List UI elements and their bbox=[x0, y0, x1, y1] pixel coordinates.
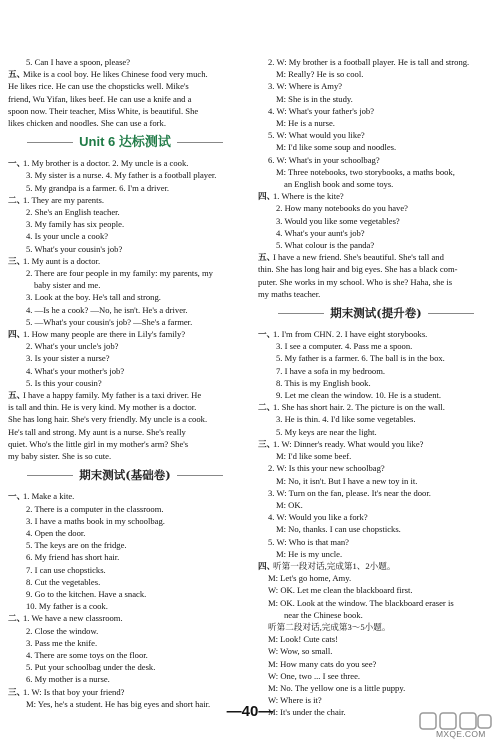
answer-text: I have a happy family. My father is a taxi driver. He bbox=[23, 390, 202, 401]
section-number: 一、 bbox=[258, 329, 276, 340]
answer-line bbox=[8, 304, 242, 316]
answer-line bbox=[8, 117, 242, 129]
answer-text: He's tall and strong. My aunt is a nurse. She's really bbox=[8, 426, 186, 437]
answer-line bbox=[258, 202, 494, 214]
answer-line bbox=[8, 328, 242, 340]
answer-line bbox=[8, 169, 242, 181]
section-number: 二、 bbox=[8, 194, 26, 205]
answer-text: 5. Can I have a spoon, please? bbox=[26, 57, 131, 67]
answer-text: M: I'd like some beef. bbox=[276, 451, 352, 462]
answer-text: W: Wow, so small. bbox=[268, 646, 333, 657]
answer-text: near the Chinese book. bbox=[284, 609, 363, 620]
answer-text: 2. She's an English teacher. bbox=[26, 207, 120, 218]
watermark-logo bbox=[418, 712, 494, 742]
answer-line bbox=[258, 239, 494, 251]
answer-line bbox=[8, 182, 242, 194]
answer-text: M: Yes, he's a student. He has big eyes and short hair. bbox=[26, 698, 211, 709]
answer-line bbox=[8, 279, 242, 291]
answer-text: 5. —What's your cousin's job? —She's a farmer. bbox=[26, 316, 193, 327]
answer-text: 5. My keys are near the light. bbox=[276, 426, 377, 437]
answer-line bbox=[8, 365, 242, 377]
answer-line bbox=[258, 105, 494, 117]
answer-text: 2. W: My brother is a football player. He is tall and strong. bbox=[268, 57, 470, 67]
answer-text: 5. Put your schoolbag under the desk. bbox=[26, 662, 156, 673]
answer-text: 2. There is a computer in the classroom. bbox=[26, 503, 164, 514]
answer-text: 3. He is thin. 4. I'd like some vegetables. bbox=[276, 414, 416, 425]
answer-line bbox=[8, 450, 242, 462]
answer-text: 4. Open the door. bbox=[26, 527, 86, 538]
answer-text: 听第一段对话,完成第1、2小题。 bbox=[273, 560, 396, 571]
answer-text: 1. W: Is that boy your friend? bbox=[23, 686, 125, 697]
answer-text: 3. W: Where is Amy? bbox=[268, 81, 343, 92]
answer-line bbox=[258, 462, 494, 474]
answer-text: 5. W: What would you like? bbox=[268, 130, 365, 141]
answer-text: M: No, it isn't. But I have a new toy in it. bbox=[276, 475, 418, 486]
answer-text: M: No, thanks. I can use chopsticks. bbox=[276, 524, 401, 535]
answer-line bbox=[8, 490, 242, 502]
answer-text: thin. She has long hair and big eyes. She has a black com- bbox=[258, 264, 458, 275]
answer-text: 2. There are four people in my family: my parents, my bbox=[26, 268, 213, 279]
answer-text: baby sister and me. bbox=[34, 280, 101, 291]
answer-text: 1. Make a kite. bbox=[23, 491, 75, 502]
answer-line bbox=[8, 194, 242, 206]
answer-line bbox=[258, 56, 494, 68]
answer-line bbox=[258, 670, 494, 682]
answer-line bbox=[8, 105, 242, 117]
section-number: 五、 bbox=[8, 69, 26, 80]
answer-line bbox=[8, 539, 242, 551]
answer-text: 9. Let me clean the window. 10. He is a student. bbox=[276, 390, 442, 401]
answer-text: 5. My grandpa is a farmer. 6. I'm a driver. bbox=[26, 182, 170, 193]
right-column bbox=[258, 56, 494, 719]
answer-text: 3. Look at the boy. He's tall and strong. bbox=[26, 292, 161, 303]
answer-line bbox=[258, 572, 494, 584]
answer-text: M: Look! Cute cats! bbox=[268, 634, 338, 645]
answer-text: 9. Go to the kitchen. Have a snack. bbox=[26, 588, 147, 599]
answer-line bbox=[258, 682, 494, 694]
answer-line bbox=[258, 438, 494, 450]
answer-text: 听第二段对话,完成第3～5小题。 bbox=[268, 621, 391, 632]
left-column bbox=[8, 56, 242, 710]
answer-line bbox=[8, 649, 242, 661]
answer-line bbox=[8, 413, 242, 425]
answer-line bbox=[258, 487, 494, 499]
section-heading-text: 期末测试(基础卷) bbox=[73, 466, 176, 484]
answer-text: 1. My brother is a doctor. 2. My uncle is a cook. bbox=[23, 158, 189, 169]
section-number: 一、 bbox=[8, 491, 26, 502]
section-number: 五、 bbox=[8, 390, 26, 401]
answer-line bbox=[258, 658, 494, 670]
answer-line bbox=[258, 511, 494, 523]
answer-line bbox=[8, 340, 242, 352]
answer-text: 3. I have a maths book in my schoolbag. bbox=[26, 515, 165, 526]
answer-line bbox=[258, 166, 494, 178]
answer-text: 1. I'm from CHN. 2. I have eight storybooks. bbox=[273, 329, 428, 340]
answer-line bbox=[258, 536, 494, 548]
answer-line bbox=[258, 499, 494, 511]
answer-line bbox=[258, 389, 494, 401]
answer-line bbox=[258, 560, 494, 572]
answer-text: spoon now. Their teacher, Miss White, is beautiful. She bbox=[8, 105, 199, 116]
answer-text: M: OK. Look at the window. The blackboard eraser is bbox=[268, 597, 454, 608]
answer-text: 1. How many people are there in Lily's family? bbox=[23, 329, 186, 340]
answer-text: She has long hair. She's very friendly. My uncle is a cook. bbox=[8, 414, 208, 425]
answer-text: 4. —Is he a cook? —No, he isn't. He's a driver. bbox=[26, 304, 188, 315]
answer-line bbox=[258, 68, 494, 80]
answer-text: 3. My sister is a nurse. 4. My father is a football player. bbox=[26, 170, 217, 181]
answer-line bbox=[258, 340, 494, 352]
answer-line bbox=[8, 377, 242, 389]
answer-text: 5. What colour is the panda? bbox=[276, 240, 375, 251]
answer-text: puter. She works in my school. Who is she? Haha, she is bbox=[258, 276, 453, 287]
answer-text: 10. My father is a cook. bbox=[26, 601, 108, 612]
answer-line bbox=[8, 612, 242, 624]
answer-text: 6. W: What's in your schoolbag? bbox=[268, 154, 380, 165]
answer-text: is tall and thin. He is very kind. My mother is a doctor. bbox=[8, 402, 197, 413]
answer-text: 6. My friend has short hair. bbox=[26, 552, 120, 563]
answer-line bbox=[8, 352, 242, 364]
section-number: 一、 bbox=[8, 158, 26, 169]
answer-line bbox=[8, 600, 242, 612]
answer-text: M: OK. bbox=[276, 499, 303, 510]
answer-text: M: He is my uncle. bbox=[276, 548, 343, 559]
answer-text: M: How many cats do you see? bbox=[268, 658, 377, 669]
section-heading-text: 期末测试(提升卷) bbox=[324, 304, 427, 322]
answer-text: 5. W: Who is that man? bbox=[268, 536, 349, 547]
section-number: 三、 bbox=[258, 438, 276, 449]
answer-text: M: She is in the study. bbox=[276, 93, 353, 104]
section-number: 三、 bbox=[8, 686, 26, 697]
answer-text: 8. This is my English book. bbox=[276, 377, 371, 388]
answer-text: 1. W: Dinner's ready. What would you like? bbox=[273, 438, 424, 449]
answer-line bbox=[8, 515, 242, 527]
answer-line bbox=[258, 141, 494, 153]
answer-line bbox=[258, 584, 494, 596]
answer-line bbox=[8, 218, 242, 230]
answer-line bbox=[8, 637, 242, 649]
answer-text: Mike is a cool boy. He likes Chinese food very much. bbox=[23, 69, 208, 80]
answer-line bbox=[8, 588, 242, 600]
section-heading bbox=[8, 466, 242, 485]
answer-text: 3. W: Turn on the fan, please. It's near the door. bbox=[268, 487, 431, 498]
answer-text: 1. Where is the kite? bbox=[273, 191, 344, 202]
section-number: 四、 bbox=[258, 560, 276, 571]
answer-text: 5. My father is a farmer. 6. The ball is in the box. bbox=[276, 353, 445, 364]
answer-line bbox=[258, 621, 494, 633]
answer-text: 5. Is this your cousin? bbox=[26, 377, 102, 388]
section-heading-text: Unit 6 达标测试 bbox=[73, 133, 177, 151]
answer-text: 7. I can use chopsticks. bbox=[26, 564, 106, 575]
answer-line bbox=[8, 267, 242, 279]
answer-line bbox=[258, 276, 494, 288]
answer-line bbox=[258, 178, 494, 190]
answer-line bbox=[8, 157, 242, 169]
answer-line bbox=[8, 401, 242, 413]
answer-line bbox=[8, 673, 242, 685]
answer-line bbox=[258, 523, 494, 535]
answer-text: 5. The keys are on the fridge. bbox=[26, 540, 127, 551]
answer-line bbox=[258, 129, 494, 141]
answer-line bbox=[258, 413, 494, 425]
answer-text: 8. Cut the vegetables. bbox=[26, 576, 101, 587]
answer-text: 7. I have a sofa in my bedroom. bbox=[276, 365, 386, 376]
answer-text: I have a new friend. She's beautiful. She's tall and bbox=[273, 252, 444, 263]
answer-line bbox=[258, 597, 494, 609]
answer-line bbox=[8, 243, 242, 255]
answer-line bbox=[8, 68, 242, 80]
answer-line bbox=[258, 263, 494, 275]
answer-line bbox=[258, 450, 494, 462]
answer-line bbox=[258, 645, 494, 657]
answer-line bbox=[258, 80, 494, 92]
answer-line bbox=[8, 291, 242, 303]
answer-line bbox=[8, 316, 242, 328]
answer-text: 1. They are my parents. bbox=[23, 194, 104, 205]
answer-text: W: Where is it? bbox=[268, 695, 322, 706]
answer-text: M: No. The yellow one is a little puppy. bbox=[268, 682, 406, 693]
answer-line bbox=[258, 377, 494, 389]
answer-text: 6. My mother is a nurse. bbox=[26, 674, 110, 685]
answer-text: 3. Pass me the knife. bbox=[26, 637, 98, 648]
answer-text: 1. My aunt is a doctor. bbox=[23, 255, 101, 266]
answer-text: M: Three notebooks, two storybooks, a maths book, bbox=[276, 166, 455, 177]
answer-line bbox=[8, 527, 242, 539]
answer-line bbox=[258, 93, 494, 105]
answer-text: W: One, two ... I see three. bbox=[268, 670, 361, 681]
answer-text: 5. What's your cousin's job? bbox=[26, 243, 123, 254]
page-number: —40— bbox=[226, 703, 274, 720]
answer-line bbox=[8, 206, 242, 218]
answer-line bbox=[258, 190, 494, 202]
answer-text: 1. We have a new classroom. bbox=[23, 613, 123, 624]
section-number: 二、 bbox=[8, 613, 26, 624]
answer-text: 2. W: Is this your new schoolbag? bbox=[268, 463, 385, 474]
answer-line bbox=[258, 352, 494, 364]
answer-line bbox=[258, 117, 494, 129]
section-number: 二、 bbox=[258, 402, 276, 413]
answer-text: 4. What's your aunt's job? bbox=[276, 227, 365, 238]
answer-line bbox=[258, 154, 494, 166]
answer-text: 3. I see a computer. 4. Pass me a spoon. bbox=[276, 341, 413, 352]
answer-text: M: He is a nurse. bbox=[276, 118, 335, 129]
answer-text: 3. Is your sister a nurse? bbox=[26, 353, 110, 364]
answer-line bbox=[8, 661, 242, 673]
section-heading bbox=[8, 133, 242, 152]
answer-line bbox=[8, 255, 242, 267]
answer-line bbox=[8, 56, 242, 68]
answer-text: quiet. Who's the little girl in my mother's arm? She's bbox=[8, 438, 189, 449]
answer-line bbox=[258, 475, 494, 487]
answer-text: likes chicken and noodles. She can use a fork. bbox=[8, 118, 166, 129]
watermark-text: MXQE.COM bbox=[436, 729, 486, 739]
answer-line bbox=[258, 365, 494, 377]
answer-line bbox=[258, 227, 494, 239]
answer-text: my baby sister. She is so cute. bbox=[8, 451, 112, 462]
answer-line bbox=[258, 215, 494, 227]
answer-line bbox=[8, 80, 242, 92]
answer-line bbox=[8, 230, 242, 242]
answer-line bbox=[8, 426, 242, 438]
answer-line bbox=[8, 576, 242, 588]
answer-line bbox=[8, 438, 242, 450]
answer-text: 2. What's your uncle's job? bbox=[26, 341, 119, 352]
answer-line bbox=[8, 389, 242, 401]
answer-line bbox=[8, 686, 242, 698]
answer-line bbox=[8, 503, 242, 515]
answer-line bbox=[258, 251, 494, 263]
section-number: 五、 bbox=[258, 252, 276, 263]
answer-text: 3. My family has six people. bbox=[26, 219, 125, 230]
answer-text: 4. There are some toys on the floor. bbox=[26, 649, 148, 660]
answer-line bbox=[258, 633, 494, 645]
answer-line bbox=[8, 551, 242, 563]
answer-text: 2. How many notebooks do you have? bbox=[276, 203, 408, 214]
answer-line bbox=[258, 328, 494, 340]
section-number: 三、 bbox=[8, 255, 26, 266]
answer-text: He likes rice. He can use the chopsticks well. Mike's bbox=[8, 81, 189, 92]
answer-text: 4. W: Would you like a fork? bbox=[268, 512, 368, 523]
answer-text: W: OK. Let me clean the blackboard first. bbox=[268, 585, 413, 596]
answer-line bbox=[258, 548, 494, 560]
answer-line bbox=[258, 426, 494, 438]
answer-text: 4. W: What's your father's job? bbox=[268, 105, 375, 116]
answer-line bbox=[258, 401, 494, 413]
answer-text: M: Really? He is so cool. bbox=[276, 69, 364, 80]
answer-line bbox=[8, 564, 242, 576]
answer-text: M: I'd like some soup and noodles. bbox=[276, 142, 397, 153]
section-number: 四、 bbox=[258, 191, 276, 202]
answer-line bbox=[8, 93, 242, 105]
section-number: 四、 bbox=[8, 329, 26, 340]
answer-line bbox=[258, 609, 494, 621]
answer-text: M: It's under the chair. bbox=[268, 707, 346, 718]
answer-text: 4. Is your uncle a cook? bbox=[26, 231, 109, 242]
answer-text: 1. She has short hair. 2. The picture is on the wall. bbox=[273, 402, 445, 413]
answer-text: 2. Close the window. bbox=[26, 625, 99, 636]
answer-text: M: Let's go home, Amy. bbox=[268, 573, 352, 584]
section-heading bbox=[258, 304, 494, 323]
answer-text: an English book and some toys. bbox=[284, 179, 394, 190]
answer-text: my maths teacher. bbox=[258, 288, 321, 299]
answer-line bbox=[258, 288, 494, 300]
answer-text: 3. Would you like some vegetables? bbox=[276, 215, 400, 226]
answer-text: friend, Wu Yifan, likes beef. He can use a knife and a bbox=[8, 93, 192, 104]
answer-text: 4. What's your mother's job? bbox=[26, 365, 125, 376]
answer-line bbox=[8, 625, 242, 637]
